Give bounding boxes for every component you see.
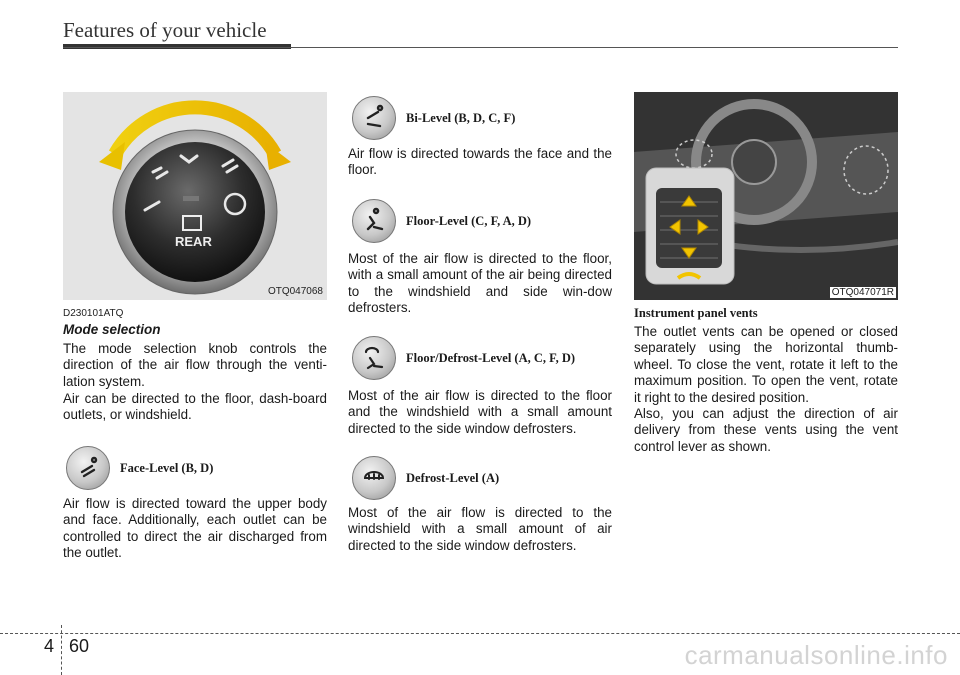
mode-floor-level xyxy=(352,199,531,243)
footer-divider xyxy=(61,625,62,675)
footer-rule xyxy=(0,633,960,634)
section-code: D230101ATQ xyxy=(63,308,124,319)
figure-code: OTQ047071R xyxy=(831,287,894,298)
paragraph: Air flow is directed toward the upper body and face. Additionally, each outlet can be controlled to direct the air discharged from the outlet. xyxy=(63,496,327,561)
mode-bi-level xyxy=(352,96,515,140)
knob-rear-label: REAR xyxy=(175,234,212,249)
paragraph: Most of the air flow is directed to the windshield with a small amount of air directed to the side window defrosters. xyxy=(348,505,612,553)
bi-level-icon xyxy=(352,96,396,140)
mode-label: Defrost-Level (A) xyxy=(406,470,500,485)
section-heading: Instrument panel vents xyxy=(634,306,758,320)
knob-figure xyxy=(63,92,327,300)
paragraph: Also, you can adjust the direction of air delivery from these vents using the vent control lever as shown. xyxy=(634,406,898,454)
mode-face-level xyxy=(66,446,213,490)
instrument-panel-illustration xyxy=(634,92,898,300)
mode-label: Floor-Level (C, F, A, D) xyxy=(406,213,532,228)
mode-knob-illustration xyxy=(63,92,327,300)
floor-level-icon xyxy=(352,199,396,243)
paragraph: Most of the air flow is directed to the floor and the windshield with a small amount directed to the side window defrosters. xyxy=(348,388,612,436)
page-title: Features of your vehicle xyxy=(63,18,267,42)
mode-floor-defrost-level xyxy=(352,336,575,380)
floor-defrost-level-icon xyxy=(352,336,396,380)
paragraph: Most of the air flow is directed to the floor, with a small amount of the air being directed to the windshield and side win-dow defrosters. xyxy=(348,251,612,316)
paragraph: Air can be directed to the floor, dash-board outlets, or windshield. xyxy=(63,391,327,423)
mode-defrost-level xyxy=(352,456,499,500)
mode-label: Face-Level (B, D) xyxy=(120,460,214,475)
watermark: carmanualsonline.info xyxy=(684,640,948,670)
section-number: 4 xyxy=(44,636,55,656)
face-level-icon xyxy=(66,446,110,490)
section-heading: Mode selection xyxy=(63,322,161,337)
paragraph: The mode selection knob controls the direction of the air flow through the venti-lation system. xyxy=(63,341,327,389)
defrost-level-icon xyxy=(352,456,396,500)
vent-figure xyxy=(634,92,898,300)
figure-code: OTQ047068 xyxy=(267,286,323,297)
mode-label: Bi-Level (B, D, C, F) xyxy=(406,110,516,125)
paragraph: The outlet vents can be opened or closed separately using the horizontal thumb-wheel. To close the vent, rotate it left to the maximum position. To open the vent, rotate it right to the desired position. xyxy=(634,324,898,405)
mode-label: Floor/Defrost-Level (A, C, F, D) xyxy=(406,350,576,365)
header-rule xyxy=(63,47,898,48)
paragraph: Air flow is directed towards the face and the floor. xyxy=(348,146,612,178)
page-number: 60 xyxy=(69,636,90,656)
